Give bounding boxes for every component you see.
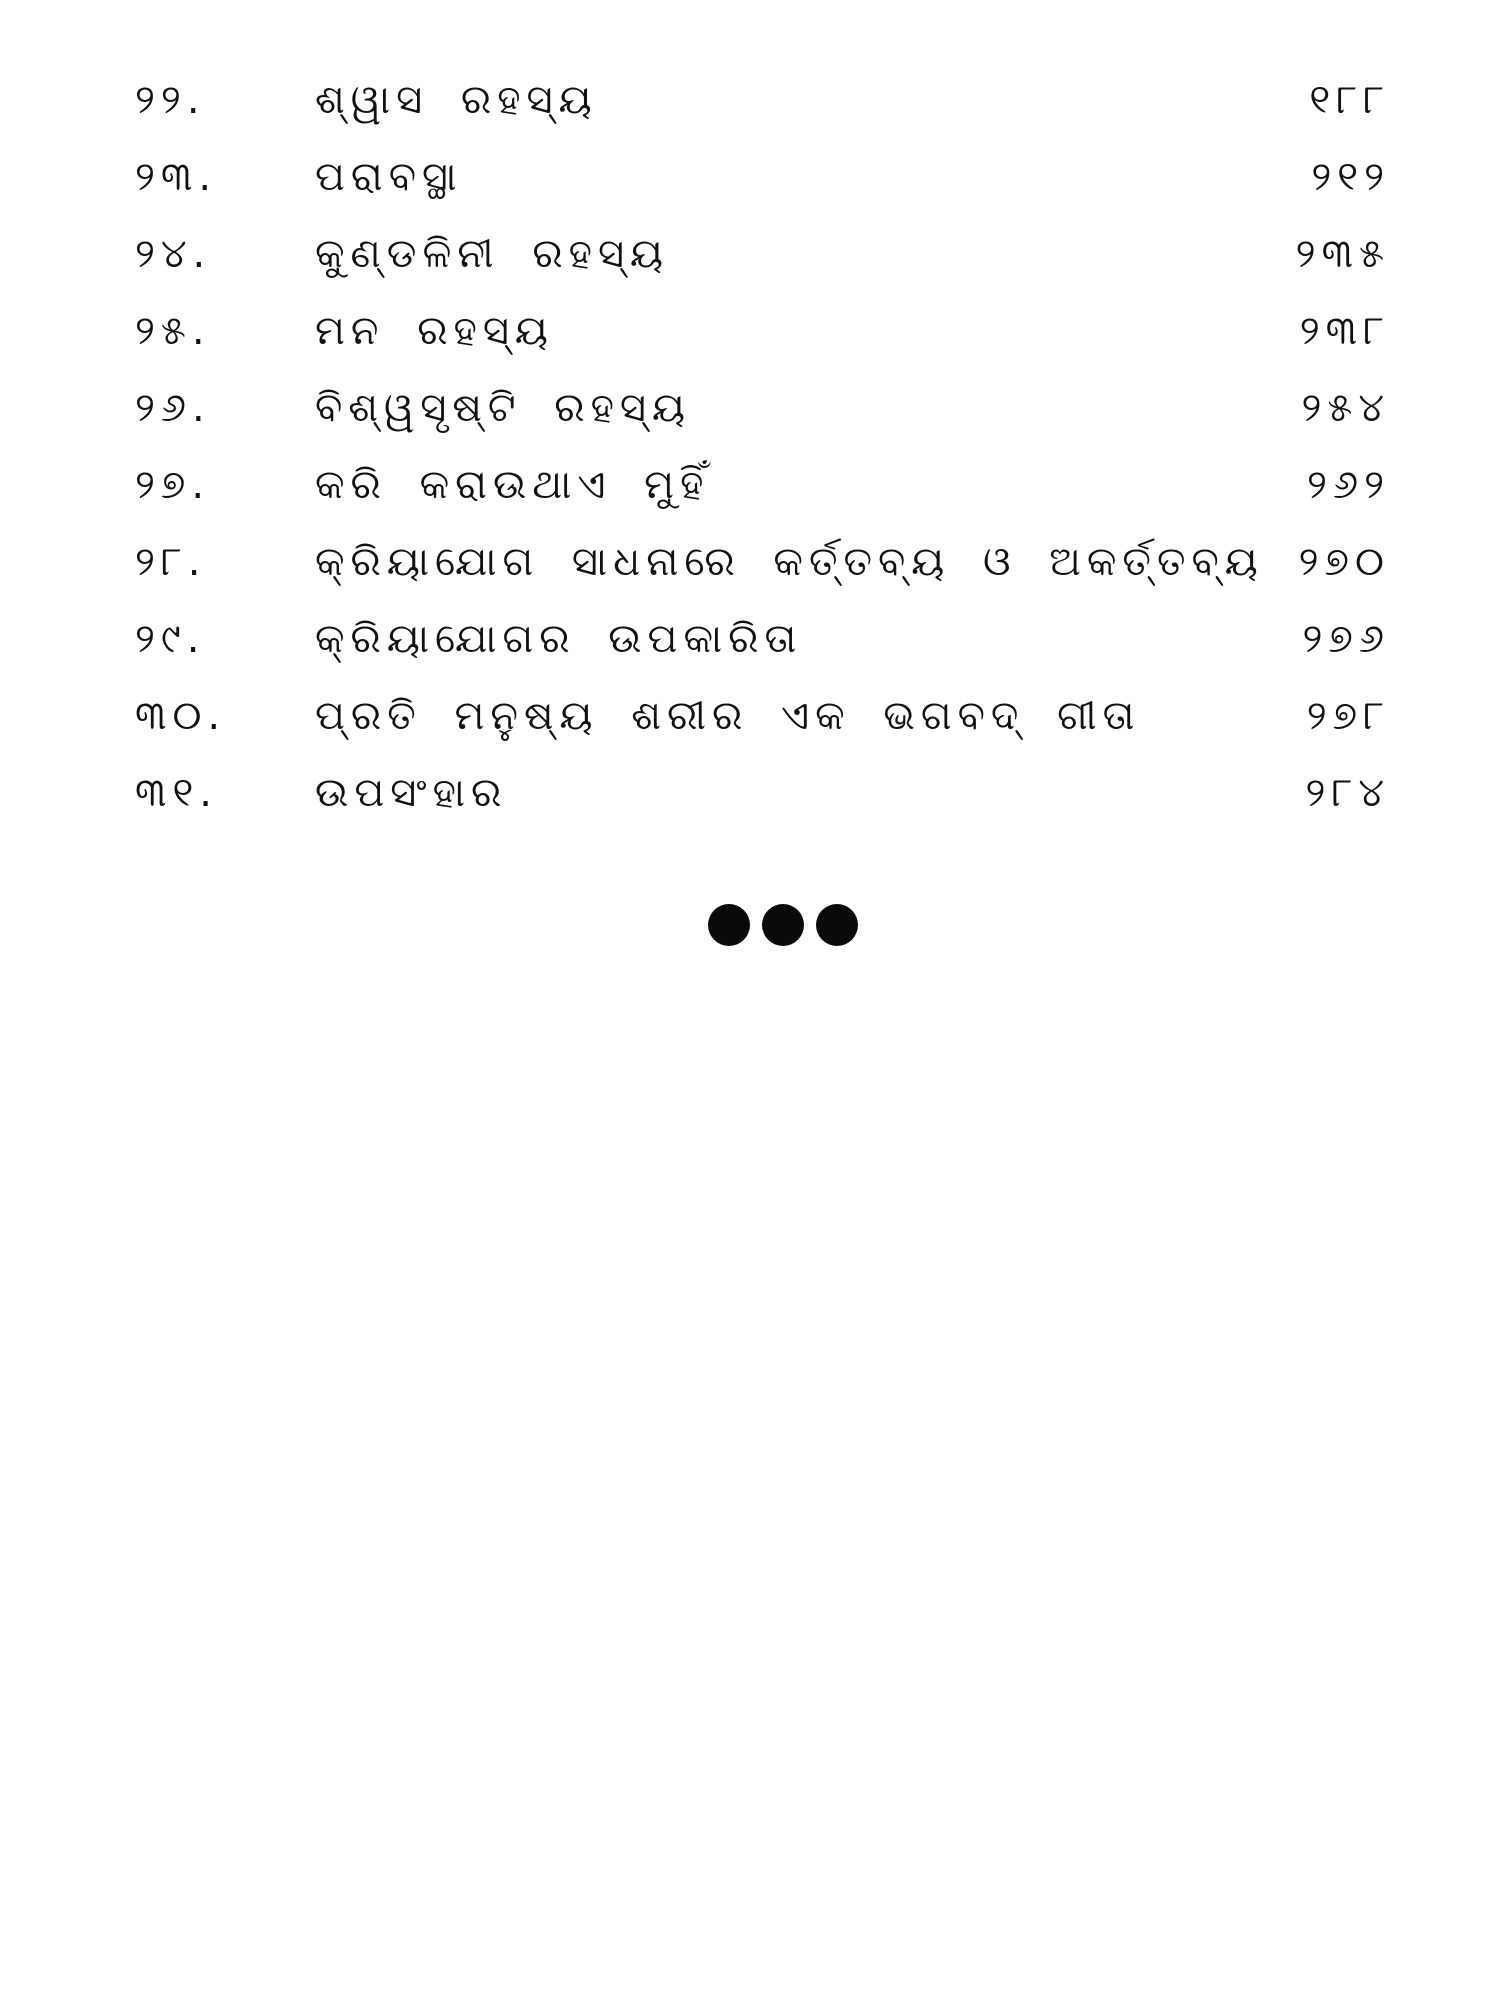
- toc-entry-page: ୨୮୪: [1305, 770, 1390, 816]
- toc-entry-title: ଉପସଂହାର: [315, 770, 508, 816]
- toc-entry-page: ୨୭୮: [1306, 693, 1390, 739]
- toc-entry-24: [135, 216, 1390, 293]
- toc-entry-page: ୨୬୨: [1307, 462, 1390, 508]
- toc-entry-page: ୨୭୦: [1298, 539, 1390, 585]
- ornament-dot: [708, 904, 750, 946]
- toc-entry-26: [135, 370, 1390, 447]
- table-of-contents: [135, 62, 1390, 832]
- toc-entry-number: ୨୭.: [135, 462, 211, 508]
- toc-entry-number: ୨୫.: [135, 308, 211, 354]
- toc-entry-title: ପ୍ରତି ମନୁଷ୍ୟ ଶରୀର ଏକ ଭଗବଦ୍ ଗୀତା: [315, 693, 1141, 739]
- end-ornament: [708, 904, 858, 946]
- toc-entry-title: କ୍ରିୟାଯୋଗ ସାଧନାରେ କର୍ତ୍ତବ୍ୟ ଓ ଅକର୍ତ୍ତବ୍ୟ: [315, 539, 1264, 585]
- toc-entry-number: ୨୩.: [135, 154, 218, 200]
- toc-entry-23: [135, 139, 1390, 216]
- toc-entry-22: [135, 62, 1390, 139]
- toc-entry-number: ୩୦.: [135, 693, 227, 739]
- toc-entry-27: [135, 447, 1390, 524]
- ornament-dot: [816, 904, 858, 946]
- toc-entry-title: କୁଣ୍ଡଳିନୀ ରହସ୍ୟ: [315, 231, 670, 277]
- toc-entry-number: ୨୮.: [135, 539, 207, 585]
- toc-entry-28: [135, 524, 1390, 601]
- toc-entry-page: ୨୩୮: [1299, 308, 1390, 354]
- toc-entry-number: ୨୬.: [135, 385, 211, 431]
- ornament-dot: [762, 904, 804, 946]
- toc-entry-page: ୨୩୫: [1295, 231, 1390, 277]
- toc-entry-25: [135, 293, 1390, 370]
- toc-entry-title: କରି କରାଉଥାଏ ମୁହିଁ: [315, 462, 710, 508]
- toc-entry-title: ଶ୍ୱାସ ରହସ୍ୟ: [315, 77, 598, 123]
- toc-entry-page: ୨୭୬: [1302, 616, 1390, 662]
- toc-entry-29: [135, 601, 1390, 678]
- toc-entry-title: ମନ ରହସ୍ୟ: [315, 308, 554, 354]
- toc-entry-number: ୩୧.: [135, 770, 218, 816]
- toc-entry-30: [135, 678, 1390, 755]
- toc-entry-31: [135, 755, 1390, 832]
- toc-entry-title: ପରାବସ୍ଥା: [315, 154, 463, 200]
- toc-entry-number: ୨୪.: [135, 231, 212, 277]
- toc-entry-page: ୨୧୨: [1311, 154, 1390, 200]
- toc-entry-title: କ୍ରିୟାଯୋଗର ଉପକାରିତା: [315, 616, 803, 662]
- toc-entry-page: ୧୮୮: [1309, 77, 1390, 123]
- toc-entry-title: ବିଶ୍ୱସୃଷ୍ଟି ରହସ୍ୟ: [315, 385, 691, 431]
- toc-entry-number: ୨୨.: [135, 77, 206, 123]
- toc-entry-page: ୨୫୪: [1301, 385, 1390, 431]
- toc-entry-number: ୨୯.: [135, 616, 206, 662]
